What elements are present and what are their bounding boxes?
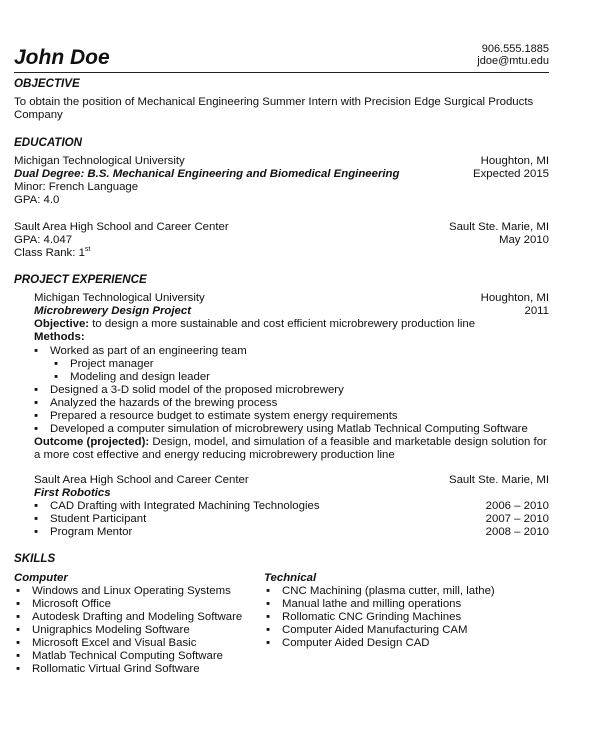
degree-row [14,168,549,181]
contact-info [477,43,549,67]
objective-text [14,96,544,122]
project-title: Microbrewery Design Project [34,305,191,317]
project-org-row [34,292,549,305]
item-dates: 2007 – 2010 [485,513,549,525]
minor: Minor: French Language [14,181,139,193]
computer-skills-heading: Computer [14,572,68,584]
bullet-icon: ▪ [34,423,39,435]
gpa: GPA: 4.047 [14,234,73,246]
bullet-icon: ▪ [16,637,21,649]
education-entry-hs [14,221,549,234]
item-dates: 2006 – 2010 [485,500,549,512]
objective-heading: OBJECTIVE [14,77,80,90]
project-org-row [34,474,549,487]
graduation-date: May 2010 [498,234,549,246]
degree-title: Dual Degree: B.S. Mechanical Engineering and Biomedical Engineering [14,168,400,180]
bullet-icon: ▪ [54,358,59,370]
project-location: Sault Ste. Marie, MI [448,474,549,486]
project-org: Michigan Technological University [34,292,205,304]
project-outcome-line-2: a more cost effective and energy reducing microbrewery production line [34,449,395,461]
project-title-row [34,305,549,318]
bullet-icon: ▪ [266,637,271,649]
degree-date: Expected 2015 [473,168,549,180]
bullet-icon: ▪ [34,384,39,396]
bullet-icon: ▪ [54,371,59,383]
list-item: ▪ Program Mentor 2008 – 2010 [34,526,549,538]
school-location: Houghton, MI [480,155,549,167]
resume-page: John Doe 906.555.1885 jdoe@mtu.edu OBJECTIVE To obtain the position of Mechanical Engineering Summer Intern with Precision Edge Surgical Products Company EDUCATION Michigan Technological University Houghton, MI Dual Degree: B.S. Mechanical Engineering and Biomedical Engineering Expected 2015 Minor: French Language GPA: 4.0 Sault Area High School and Career Center Sault Ste. Marie, MI GPA: 4.047 May 2010 Class Rank: 1st PROJECT EXPERIENCE Michigan Technological University Houghton, MI Microbrewery Design Project 2011 Objective: to design a more sustainable and cost efficient microbrewery production line Methods: ▪ Worked as part of an engineering team ▪ Project manager ▪ Modeling and design leader ▪ Designed a 3-D solid model of the proposed microbrewery ▪ Analyzed the hazards of the brewing process ▪ Prepared a resource budget to estimate system energy requirements ▪ Developed a computer simulation of microbrewery using Matlab Technical Computing Software Outcome (projected): Design, model, and simulation of a feasible and marketable design solution for a more cost effective and energy reducing microbrewery production line Sault Area High School and Career Center Sault Ste. Marie, MI First Robotics ▪ CAD Drafting with Integrated Machining Technologies 2006 – 2010 ▪ Student Participant 2007 – 2010 ▪ Program Mentor 2008 – 2010 SKILLS Computer ▪ Windows and Linux Operating Systems ▪ Microsoft Office ▪ Autodesk Drafting and Modeling Software ▪ Unigraphics Modeling Software ▪ Microsoft Excel and Visual Basic ▪ Matlab Technical Computing Software ▪ Rollomatic Virtual Grind Software Technical ▪ CNC Machining (plasma cutter, mill, lathe) ▪ Manual lathe and milling operations ▪ Rollomatic CNC Grinding Machines ▪ Computer Aided Manufacturing CAM ▪ Computer Aided Design CAD [14,0,549,730]
bullet-icon: ▪ [34,345,39,357]
school-name: Sault Area High School and Career Center [14,221,229,233]
project-title-row [34,487,549,500]
bullet-icon: ▪ [34,410,39,422]
skills-heading: SKILLS [14,552,56,565]
bullet-icon: ▪ [16,650,21,662]
bullet-icon: ▪ [16,663,21,675]
bullet-icon: ▪ [16,624,21,636]
gpa: GPA: 4.0 [14,194,60,206]
project-location: Houghton, MI [480,292,549,304]
bullet-icon: ▪ [34,526,39,538]
resume-header [14,40,549,73]
project-year: 2011 [524,305,549,317]
objective-text-line-2: Company [14,109,63,122]
class-rank: Class Rank: 1st [14,246,91,259]
bullet-icon: ▪ [16,585,21,597]
education-entry-mtu [14,155,549,168]
bullet-icon: ▪ [34,397,39,409]
hs-gpa-row [14,234,549,247]
bullet-icon: ▪ [266,611,271,623]
project-objective: Objective: to design a more sustainable and cost efficient microbrewery production line [34,318,476,330]
bullet-icon: ▪ [266,585,271,597]
technical-skills-heading: Technical [264,572,317,584]
bullet-icon: ▪ [266,598,271,610]
bullet-icon: ▪ [16,598,21,610]
school-name: Michigan Technological University [14,155,185,167]
list-item: ▪ CAD Drafting with Integrated Machining Technologies 2006 – 2010 [34,500,549,512]
bullet-icon: ▪ [34,500,39,512]
project-experience-heading: PROJECT EXPERIENCE [14,273,147,286]
item-dates: 2008 – 2010 [485,526,549,538]
methods-label: Methods: [34,331,85,343]
bullet-icon: ▪ [34,513,39,525]
bullet-icon: ▪ [16,611,21,623]
project-org: Sault Area High School and Career Center [34,474,249,486]
phone-number: 906.555.1885 [481,43,549,55]
email-address: jdoe@mtu.edu [477,55,549,67]
school-location: Sault Ste. Marie, MI [448,221,549,233]
project-outcome: Outcome (projected): Design, model, and simulation of a feasible and marketable design solution for [34,436,547,448]
education-heading: EDUCATION [14,136,83,149]
objective-text-line-1: To obtain the position of Mechanical Engineering Summer Intern with Precision Edge Surgical Products [14,96,534,108]
bullet-icon: ▪ [266,624,271,636]
candidate-name: John Doe [14,46,110,69]
project-title: First Robotics [34,487,111,499]
list-item: ▪ Student Participant 2007 – 2010 [34,513,549,525]
